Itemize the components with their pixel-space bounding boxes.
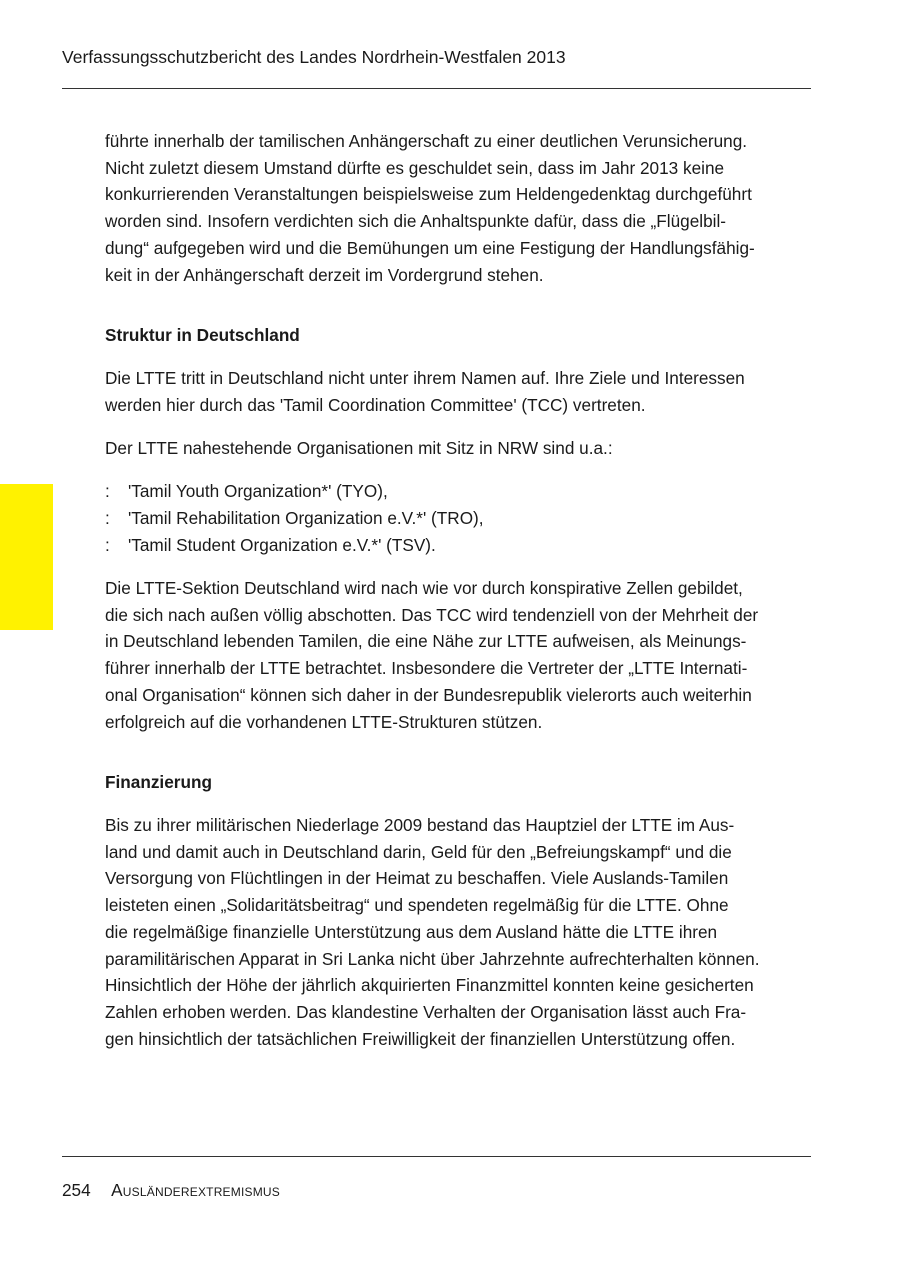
text-line: die sich nach außen völlig abschotten. Das TCC wird tendenziell von der Mehrheit der: [105, 604, 759, 625]
chapter-thumb-marker: [0, 484, 53, 630]
bullet-marker: :: [105, 481, 110, 502]
text-line: die regelmäßige finanzielle Unterstützung aus dem Ausland hätte die LTTE ihren: [105, 921, 718, 942]
intro-paragraph: [105, 128, 825, 288]
text-line: keit in der Anhängerschaft derzeit im Vordergrund stehen.: [105, 264, 544, 285]
structure-paragraph-2: [105, 435, 825, 462]
running-header-title: Verfassungsschutzbericht des Landes Nordrhein-Westfalen 2013: [62, 47, 566, 67]
list-item: [105, 505, 825, 532]
section-heading-structure: Struktur in Deutschland: [105, 324, 300, 345]
text-line: Hinsichtlich der Höhe der jährlich akquirierten Finanzmittel konnten keine gesicherten: [105, 975, 754, 996]
text-line: dung“ aufgegeben wird und die Bemühungen um eine Festigung der Handlungsfähig-: [105, 237, 755, 258]
text-line: gen hinsichtlich der tatsächlichen Freiwilligkeit der finanziellen Unterstützung offen.: [105, 1028, 736, 1049]
text-line: in Deutschland lebenden Tamilen, die eine Nähe zur LTTE aufweisen, als Meinungs-: [105, 631, 747, 652]
footer-section-name: Ausländerextremismus: [111, 1180, 280, 1200]
list-item-text: 'Tamil Youth Organization*' (TYO),: [128, 481, 388, 502]
text-line: Die LTTE-Sektion Deutschland wird nach wie vor durch konspirative Zellen gebildet,: [105, 578, 743, 599]
text-line: erfolgreich auf die vorhandenen LTTE-Strukturen stützen.: [105, 711, 543, 732]
text-line: paramilitärischen Apparat in Sri Lanka nicht über Jahrzehnte aufrechterhalten können.: [105, 948, 760, 969]
structure-paragraph-1: [105, 365, 825, 418]
page-body: [105, 128, 825, 1052]
structure-paragraph-3: [105, 575, 825, 735]
text-line: führer innerhalb der LTTE betrachtet. Insbesondere die Vertreter der „LTTE Internati-: [105, 658, 748, 679]
text-line: onal Organisation“ können sich daher in der Bundesrepublik vielerorts auch weiterhin: [105, 684, 752, 705]
bullet-marker: :: [105, 508, 110, 529]
text-line: Nicht zuletzt diesem Umstand dürfte es geschuldet sein, dass im Jahr 2013 keine: [105, 157, 725, 178]
footer-rule: [62, 1156, 811, 1157]
page-footer: [62, 1180, 280, 1201]
header-rule: [62, 88, 811, 89]
text-line: werden hier durch das 'Tamil Coordination Committee' (TCC) vertreten.: [105, 394, 646, 415]
page-number: 254: [62, 1180, 91, 1200]
text-line: land und damit auch in Deutschland darin, Geld für den „Befreiungskampf“ und die: [105, 841, 732, 862]
text-line: konkurrierenden Veranstaltungen beispielsweise zum Heldengedenktag durchgeführt: [105, 184, 752, 205]
text-line: worden sind. Insofern verdichten sich die Anhaltspunkte dafür, dass die „Flügelbil-: [105, 211, 727, 232]
bullet-marker: :: [105, 534, 110, 555]
text-line: Der LTTE nahestehende Organisationen mit Sitz in NRW sind u.a.:: [105, 438, 613, 459]
text-line: Bis zu ihrer militärischen Niederlage 2009 bestand das Hauptziel der LTTE im Aus-: [105, 815, 735, 836]
text-line: Die LTTE tritt in Deutschland nicht unter ihrem Namen auf. Ihre Ziele und Interessen: [105, 368, 745, 389]
list-item: [105, 532, 825, 559]
text-line: Zahlen erhoben werden. Das klandestine Verhalten der Organisation lässt auch Fra-: [105, 1001, 747, 1022]
organization-list: [105, 478, 825, 558]
list-item: [105, 478, 825, 505]
text-line: führte innerhalb der tamilischen Anhängerschaft zu einer deutlichen Verunsicherung.: [105, 131, 748, 151]
text-line: Versorgung von Flüchtlingen in der Heimat zu beschaffen. Viele Auslands-Tamilen: [105, 868, 729, 889]
finance-paragraph: [105, 812, 825, 1052]
text-line: leisteten einen „Solidaritätsbeitrag“ und spendeten regelmäßig für die LTTE. Ohne: [105, 895, 729, 916]
list-item-text: 'Tamil Rehabilitation Organization e.V.*' (TRO),: [128, 508, 484, 529]
list-item-text: 'Tamil Student Organization e.V.*' (TSV).: [128, 534, 436, 555]
section-heading-finance: Finanzierung: [105, 771, 212, 792]
